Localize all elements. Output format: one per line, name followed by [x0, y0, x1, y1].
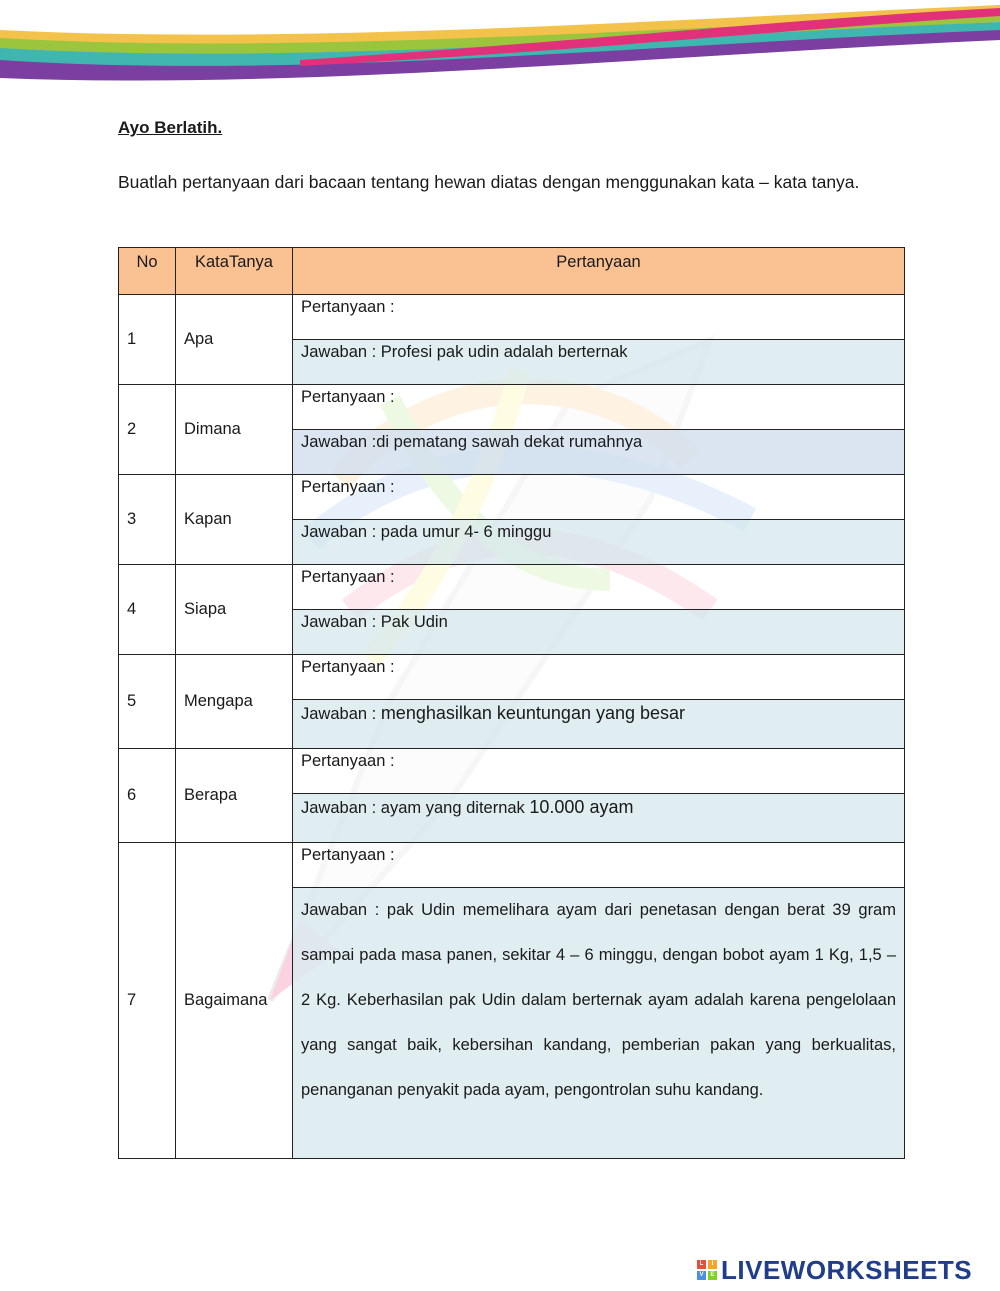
- row-number: 7: [119, 843, 176, 1159]
- liveworksheets-logo[interactable]: [697, 1255, 972, 1285]
- question-word: Bagaimana: [176, 843, 293, 1159]
- table-row: [119, 475, 905, 520]
- question-word: Dimana: [176, 385, 293, 475]
- question-word: Siapa: [176, 565, 293, 655]
- table-row: [119, 385, 905, 430]
- answer-cell: Jawaban : Pak Udin: [293, 610, 905, 655]
- question-word: Apa: [176, 295, 293, 385]
- header-no: No: [119, 248, 176, 295]
- answer-prefix: Jawaban :: [301, 901, 387, 919]
- row-number: 5: [119, 655, 176, 749]
- question-field[interactable]: Pertanyaan :: [293, 843, 905, 888]
- question-table: [118, 247, 905, 1159]
- header-swoosh-banner: [0, 0, 1000, 90]
- header-pertanyaan: Pertanyaan: [293, 248, 905, 295]
- answer-prefix: Jawaban : ayam yang diternak: [301, 799, 530, 817]
- answer-prefix: Jawaban :: [301, 705, 381, 723]
- answer-text: 10.000 ayam: [529, 797, 634, 817]
- answer-cell: Jawaban : pada umur 4- 6 minggu: [293, 520, 905, 565]
- row-number: 6: [119, 749, 176, 843]
- row-number: 1: [119, 295, 176, 385]
- row-number: 4: [119, 565, 176, 655]
- question-field[interactable]: Pertanyaan :: [293, 475, 905, 520]
- table-row: [119, 295, 905, 340]
- question-word: Mengapa: [176, 655, 293, 749]
- answer-text: pak Udin memelihara ayam dari penetasan dengan berat 39 gram sampai pada masa panen, sekitar 4 – 6 minggu, dengan bobot ayam 1 Kg, 1,5 – 2 Kg. Keberhasilan pak Udin dalam berternak ayam adalah karena pengelolaan yang sangat baik, kebersihan kandang, pemberian pakan yang berkualitas, penanganan penyakit pada ayam, pengontrolan suhu kandang.: [301, 901, 896, 1099]
- answer-cell: [293, 888, 905, 1159]
- question-field[interactable]: Pertanyaan :: [293, 385, 905, 430]
- table-row: [119, 565, 905, 610]
- logo-text: LIVEWORKSHEETS: [721, 1254, 973, 1285]
- table-row: [119, 749, 905, 794]
- answer-cell: Jawaban : Profesi pak udin adalah berternak: [293, 340, 905, 385]
- answer-text: menghasilkan keuntungan yang besar: [380, 703, 686, 723]
- row-number: 3: [119, 475, 176, 565]
- answer-cell: [293, 794, 905, 843]
- question-word: Kapan: [176, 475, 293, 565]
- answer-cell: [293, 700, 905, 749]
- logo-mark-icon: L I V E: [697, 1260, 717, 1280]
- instruction-text: Buatlah pertanyaan dari bacaan tentang hewan diatas dengan menggunakan kata – kata tanya.: [118, 172, 860, 192]
- question-field[interactable]: Pertanyaan :: [293, 295, 905, 340]
- page-title: Ayo Berlatih.: [118, 118, 223, 137]
- header-katatanya: KataTanya: [176, 248, 293, 295]
- question-field[interactable]: Pertanyaan :: [293, 565, 905, 610]
- question-field[interactable]: Pertanyaan :: [293, 749, 905, 794]
- question-field[interactable]: Pertanyaan :: [293, 655, 905, 700]
- question-word: Berapa: [176, 749, 293, 843]
- table-row: [119, 843, 905, 888]
- table-row: [119, 655, 905, 700]
- row-number: 2: [119, 385, 176, 475]
- table-header-row: [119, 248, 905, 295]
- answer-cell: Jawaban :di pematang sawah dekat rumahnya: [293, 430, 905, 475]
